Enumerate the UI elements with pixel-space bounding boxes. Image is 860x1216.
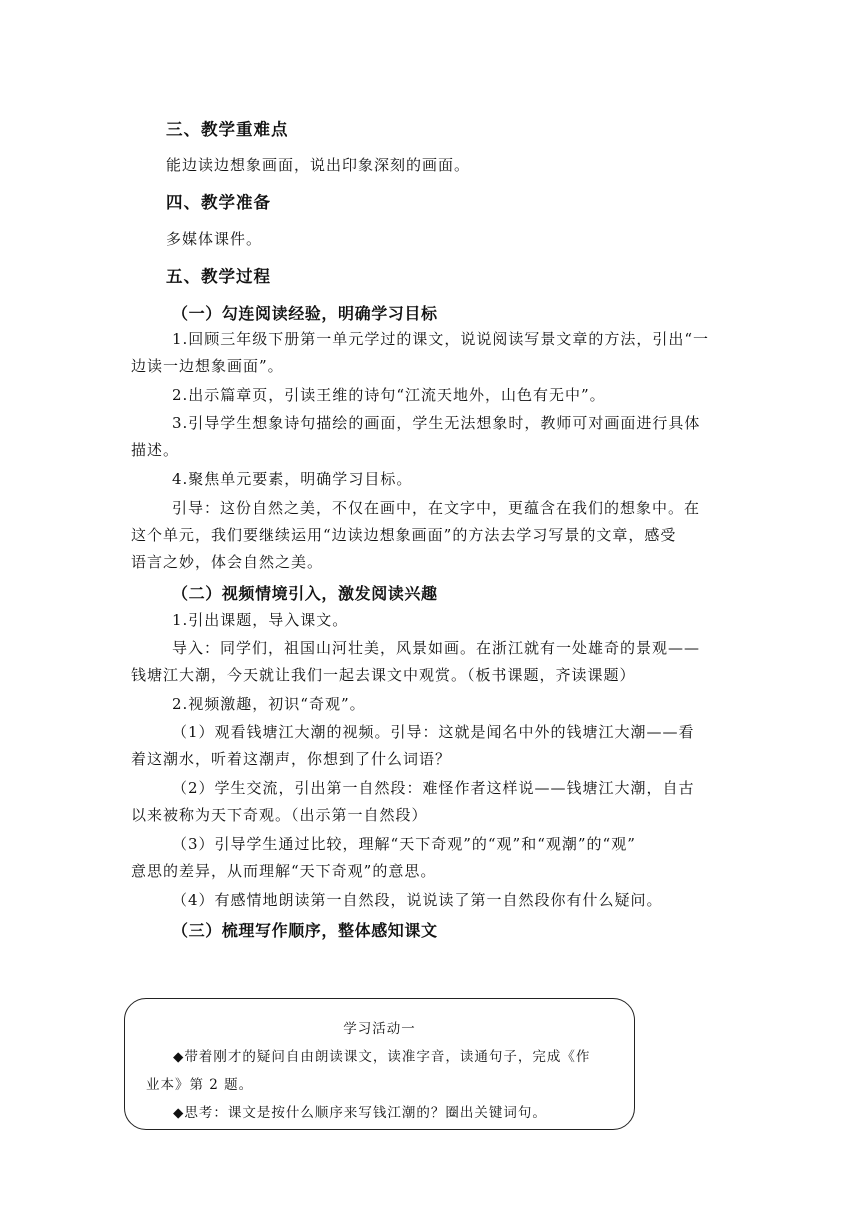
subheading-part3: （三）梳理写作顺序，整体感知课文: [172, 921, 438, 940]
paragraph-p2-s3: （3）引导学生通过比较，理解“天下奇观”的“观”和“观潮”的“观”: [172, 835, 636, 853]
paragraph-p1-l2: 2.出示篇章页，引读王维的诗句“江流天地外，山色有无中”。: [172, 386, 606, 404]
paragraph-p2-l2b: 钱塘江大潮，今天就让我们一起去课文中观赏。（板书课题，齐读课题）: [131, 666, 636, 684]
paragraph-p2-l1: 1.引出课题，导入课文。: [172, 611, 349, 629]
paragraph-p1-l4: 4.聚焦单元要素，明确学习目标。: [172, 470, 413, 488]
paragraph-p1-l3: 3.引导学生想象诗句描绘的画面，学生无法想象时，教师可对画面进行具体: [172, 414, 701, 432]
paragraph-p2-l3: 2.视频激趣，初识“奇观”。: [172, 695, 366, 713]
paragraph-p2-s2b: 以来被称为天下奇观。（出示第一自然段）: [131, 806, 428, 824]
paragraph-p2-s3b: 意思的差异，从而理解“天下奇观”的意思。: [131, 862, 437, 880]
activity-box: [124, 998, 635, 1130]
paragraph-p2-s1b: 着这潮水，听着这潮声，你想到了什么词语？: [131, 750, 452, 768]
section-heading-process: 五、教学过程: [166, 267, 271, 286]
paragraph-preparation: 多媒体课件。: [166, 230, 263, 248]
paragraph-p1-l3b: 描述。: [131, 441, 180, 459]
activity-item-2: ◆思考：课文是按什么顺序来写钱江潮的？圈出关键词句。: [173, 1105, 547, 1121]
section-heading-preparation: 四、教学准备: [166, 193, 271, 212]
paragraph-p1-l1: 1.回顾三年级下册第一单元学过的课文，说说阅读写景文章的方法，引出“一: [172, 330, 709, 348]
activity-item-1b: 业本》第 2 题。: [146, 1077, 254, 1093]
paragraph-difficulties: 能边读边想象画面，说出印象深刻的画面。: [166, 156, 471, 174]
subheading-part2: （二）视频情境引入，激发阅读兴趣: [172, 584, 438, 603]
paragraph-p1-l1b: 边读一边想象画面”。: [131, 357, 284, 375]
paragraph-p1-l5: 引导：这份自然之美，不仅在画中，在文字中，更蕴含在我们的想象中。在: [172, 499, 701, 517]
paragraph-p2-s1: （1）观看钱塘江大潮的视频。引导：这就是闻名中外的钱塘江大潮——看: [172, 723, 695, 741]
section-heading-teaching-difficulties: 三、教学重难点: [166, 120, 289, 139]
paragraph-p1-l5b: 这个单元，我们要继续运用“边读边想象画面”的方法去学习写景的文章，感受: [131, 526, 677, 544]
paragraph-p2-s2: （2）学生交流，引出第一自然段：难怪作者这样说——钱塘江大潮，自古: [172, 779, 695, 797]
activity-box-title: 学习活动一: [343, 1021, 416, 1037]
subheading-part1: （一）勾连阅读经验，明确学习目标: [172, 304, 438, 323]
paragraph-p2-s4: （4）有感情地朗读第一自然段，说说读了第一自然段你有什么疑问。: [172, 891, 663, 909]
activity-item-1: ◆带着刚才的疑问自由朗读课文，读准字音，读通句子，完成《作: [173, 1049, 591, 1065]
paragraph-p1-l5c: 语言之妙，体会自然之美。: [131, 553, 324, 571]
paragraph-p2-l2: 导入：同学们，祖国山河壮美，风景如画。在浙江就有一处雄奇的景观——: [172, 639, 701, 657]
